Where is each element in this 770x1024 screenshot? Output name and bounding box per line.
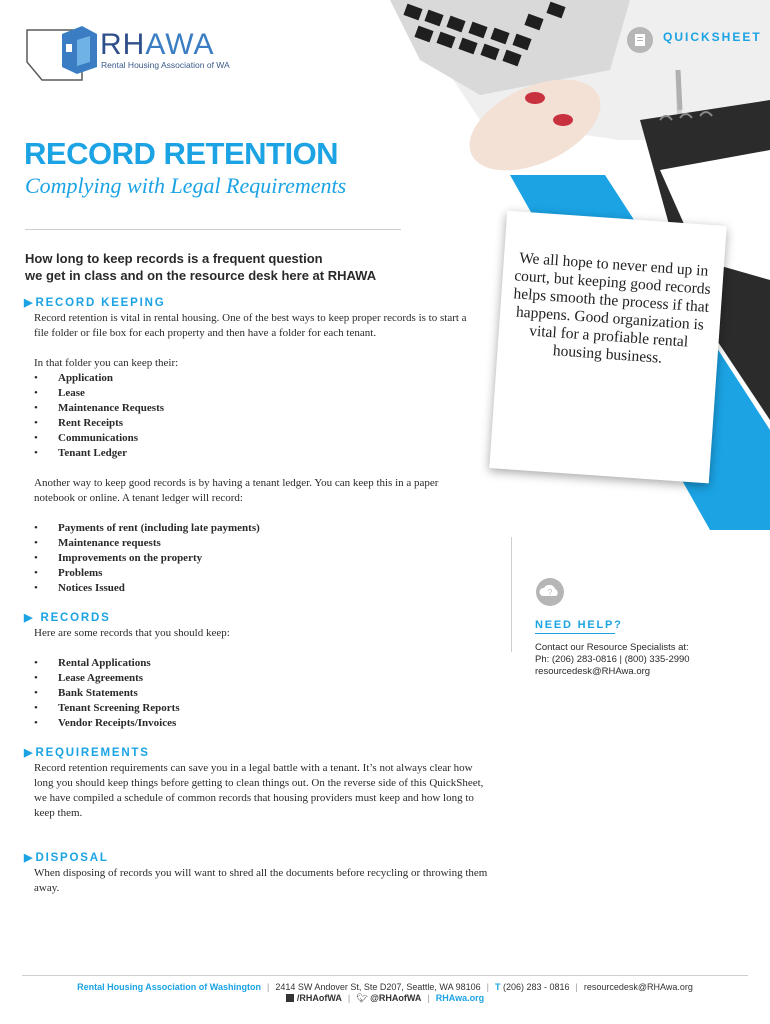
- logo-subtitle: Rental Housing Association of WA: [101, 60, 230, 70]
- title-divider: [25, 229, 401, 230]
- quote-note: [489, 211, 726, 484]
- facebook-icon: [286, 994, 294, 1002]
- need-help-underline: [535, 633, 615, 634]
- section-heading-disposal: ▶ DISPOSAL: [24, 852, 109, 864]
- quote-note-text: We all hope to never end up in court, but keeping good records helps smooth the process if that happens. Good organization is vital for a profiable rental housing business.: [512, 249, 712, 367]
- list-item: • Lease: [34, 386, 164, 401]
- list-item: • Maintenance requests: [34, 536, 260, 551]
- list-item: • Tenant Ledger: [34, 446, 164, 461]
- list-item: • Vendor Receipts/Invoices: [34, 716, 180, 731]
- quicksheet-label: QUICKSHEET: [663, 30, 762, 44]
- record-keeping-paragraph-1: Record retention is vital in rental housing. One of the best ways to keep proper records is to start a file folder or file box for each property and then have a folder for each tenant.: [34, 312, 467, 339]
- need-help-heading: NEED HELP?: [535, 619, 623, 631]
- footer-facebook-link[interactable]: /RHAofWA: [296, 993, 342, 1003]
- list-item: • Rent Receipts: [34, 416, 164, 431]
- records-list: [34, 656, 180, 731]
- list-item: • Rental Applications: [34, 656, 180, 671]
- list-item: • Lease Agreements: [34, 671, 180, 686]
- section-heading-records: ▶ RECORDS: [24, 612, 111, 624]
- triangle-icon: ▶: [24, 297, 33, 309]
- triangle-icon: ▶: [24, 852, 33, 864]
- records-intro: Here are some records that you should keep:: [34, 627, 230, 639]
- help-text: Contact our Resource Specialists at:: [535, 642, 689, 653]
- logo-wordmark: RHAWA: [100, 28, 215, 61]
- list-item: • Payments of rent (including late payments): [34, 521, 260, 536]
- help-email-link[interactable]: resourcedesk@RHAwa.org: [535, 666, 651, 677]
- ledger-items-list: [34, 521, 260, 596]
- list-item: • Improvements on the property: [34, 551, 260, 566]
- footer-phone: (206) 283 - 0816: [502, 982, 570, 992]
- list-item: • Bank Statements: [34, 686, 180, 701]
- twitter-icon: 🐦︎: [356, 993, 368, 1003]
- footer-phone-label: T: [494, 982, 501, 992]
- footer-twitter-link[interactable]: @RHAofWA: [370, 993, 422, 1003]
- page-subtitle: Complying with Legal Requirements: [25, 173, 347, 198]
- folder-items-list: [34, 371, 164, 461]
- list-item: • Tenant Screening Reports: [34, 701, 180, 716]
- page-title: RECORD RETENTION: [24, 136, 339, 171]
- footer-line-1: Rental Housing Association of Washington | 2414 SW Andover St, Ste D207, Seattle, WA 98106 | T (206) 283 - 0816 | resourcedesk@RHAwa.org: [77, 982, 693, 992]
- lead-line-1: How long to keep records is a frequent question: [25, 251, 323, 266]
- svg-text:?: ?: [547, 588, 553, 597]
- list-item: • Maintenance Requests: [34, 401, 164, 416]
- triangle-icon: ▶: [24, 747, 33, 759]
- list-item: • Communications: [34, 431, 164, 446]
- list-item: • Notices Issued: [34, 581, 260, 596]
- list-item: • Problems: [34, 566, 260, 581]
- lead-line-2: we get in class and on the resource desk here at RHAWA: [25, 268, 377, 283]
- sidebar-divider: [511, 537, 512, 652]
- footer-org: Rental Housing Association of Washington: [77, 982, 261, 992]
- footer-website-link[interactable]: RHAwa.org: [435, 993, 485, 1003]
- need-help-contact: [535, 642, 690, 678]
- triangle-icon: ▶: [24, 612, 33, 624]
- lead-text: [25, 250, 405, 284]
- list-item: • Application: [34, 371, 164, 386]
- section-heading-requirements: ▶ REQUIREMENTS: [24, 747, 150, 759]
- footer-line-2: /RHAofWA | 🐦︎ @RHAofWA | RHAwa.org: [0, 993, 770, 1004]
- help-cloud-icon: [536, 578, 564, 606]
- requirements-paragraph: Record retention requirements can save you in a legal battle with a tenant. It’s not always clear how long you should keep things before getting to clean things out. On the reverse side of this QuickSheet, we have compiled a schedule of common records that housing providers must keep and how long to keep them.: [34, 762, 484, 819]
- record-keeping-paragraph-2: In that folder you can keep their:: [34, 357, 179, 369]
- footer-divider: [22, 975, 748, 976]
- footer-address: 2414 SW Andover St, Ste D207, Seattle, WA 98106: [275, 982, 481, 992]
- quicksheet-icon: [627, 27, 653, 53]
- section-heading-record-keeping: ▶ RECORD KEEPING: [24, 297, 166, 309]
- record-keeping-paragraph-3: Another way to keep good records is by having a tenant ledger. You can keep this in a paper notebook or online. A tenant ledger will record:: [34, 477, 439, 504]
- disposal-paragraph: When disposing of records you will want to shred all the documents before recycling or throwing them away.: [34, 867, 488, 894]
- help-phone: Ph: (206) 283-0816 | (800) 335-2990: [535, 654, 690, 665]
- footer-email-link[interactable]: resourcedesk@RHAwa.org: [583, 982, 693, 992]
